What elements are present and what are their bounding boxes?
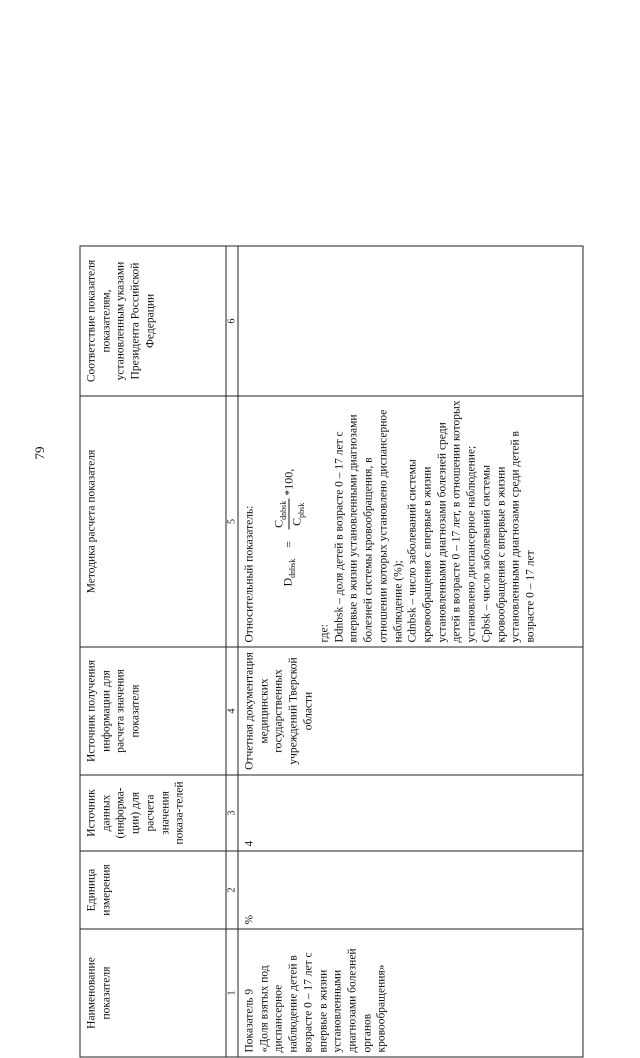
formula-lhs-symbol: D (280, 577, 295, 587)
method-intro: Относительный показатель: (243, 505, 256, 643)
unit-cell: % (238, 851, 583, 929)
formula-fraction (271, 499, 307, 530)
header-unit: Единица измерения (80, 851, 226, 929)
page-number: 79 (32, 446, 47, 460)
data-source-cell: 4 (238, 775, 583, 851)
header-indicator-name: Наименование показателя (80, 929, 226, 1057)
column-number: 4 (226, 647, 238, 775)
method-cell (238, 396, 583, 647)
denominator-symbol: C (289, 517, 304, 526)
indicator-name-cell (238, 929, 583, 1057)
method-definition-2: Cdnbsk – число заболеваний системы кровообращения с впервые в жизни установленными диагнозами болезней среди детей в возрасте 0 – 17 лет, в отношении которых установлено диспансерное наблюдение; (406, 400, 478, 643)
header-compliance: Соответствие показателя показателям, установленным указами Президента Российской Федерации (80, 246, 226, 396)
column-number-row (226, 246, 238, 1057)
formula-lhs (281, 559, 299, 587)
formula-equals: = (281, 540, 296, 548)
header-data-source: Источник данных (информа-ции) для расчета значения показа-телей (80, 775, 226, 851)
formula-denominator (290, 499, 308, 530)
header-method: Методика расчета показателя (80, 396, 226, 647)
header-info-source: Источник получения информации для расчета значения показателя (80, 647, 226, 775)
column-number: 5 (226, 396, 238, 647)
formula (271, 401, 307, 587)
numerator-symbol: C (271, 519, 286, 528)
indicator-title: Показатель 9 (243, 988, 256, 1053)
column-number: 1 (226, 929, 238, 1057)
formula-lhs-subscript: dnbsk (287, 558, 297, 578)
compliance-cell (238, 246, 583, 396)
info-source-cell: Отчетная документация медицинских государственных учреждений Тверской области (238, 647, 583, 775)
column-number: 3 (226, 775, 238, 851)
column-number: 6 (226, 246, 238, 396)
indicator-table (80, 246, 584, 1058)
numerator-subscript: dnbsk (278, 500, 288, 520)
rotated-table-container (80, 247, 584, 1058)
column-number: 2 (226, 851, 238, 929)
denominator-subscript: pbsk (297, 502, 307, 518)
method-definition-3: Cpbsk – число заболеваний системы кровообращения с впервые в жизни установленными диагнозами среди детей в возрасте 0 – 17 лет (480, 431, 537, 643)
method-definition-1: Ddnbsk – доля детей в возрасте 0 – 17 лет с впервые в жизни установленными диагнозами болезней системы кровообращения, в отношении которых установлено диспансерное наблюдение (%); (333, 409, 405, 643)
formula-multiplier: *100, (281, 468, 296, 496)
method-where: где: (318, 624, 331, 643)
indicator-description: «Доля взятых под диспансерное наблюдение детей в возрасте 0 – 17 лет с впервые в жизни установленными диагнозами болезней органов кровообращения» (258, 948, 388, 1053)
table-header-row (80, 246, 226, 1057)
formula-numerator (271, 499, 290, 530)
table-row (238, 246, 583, 1057)
